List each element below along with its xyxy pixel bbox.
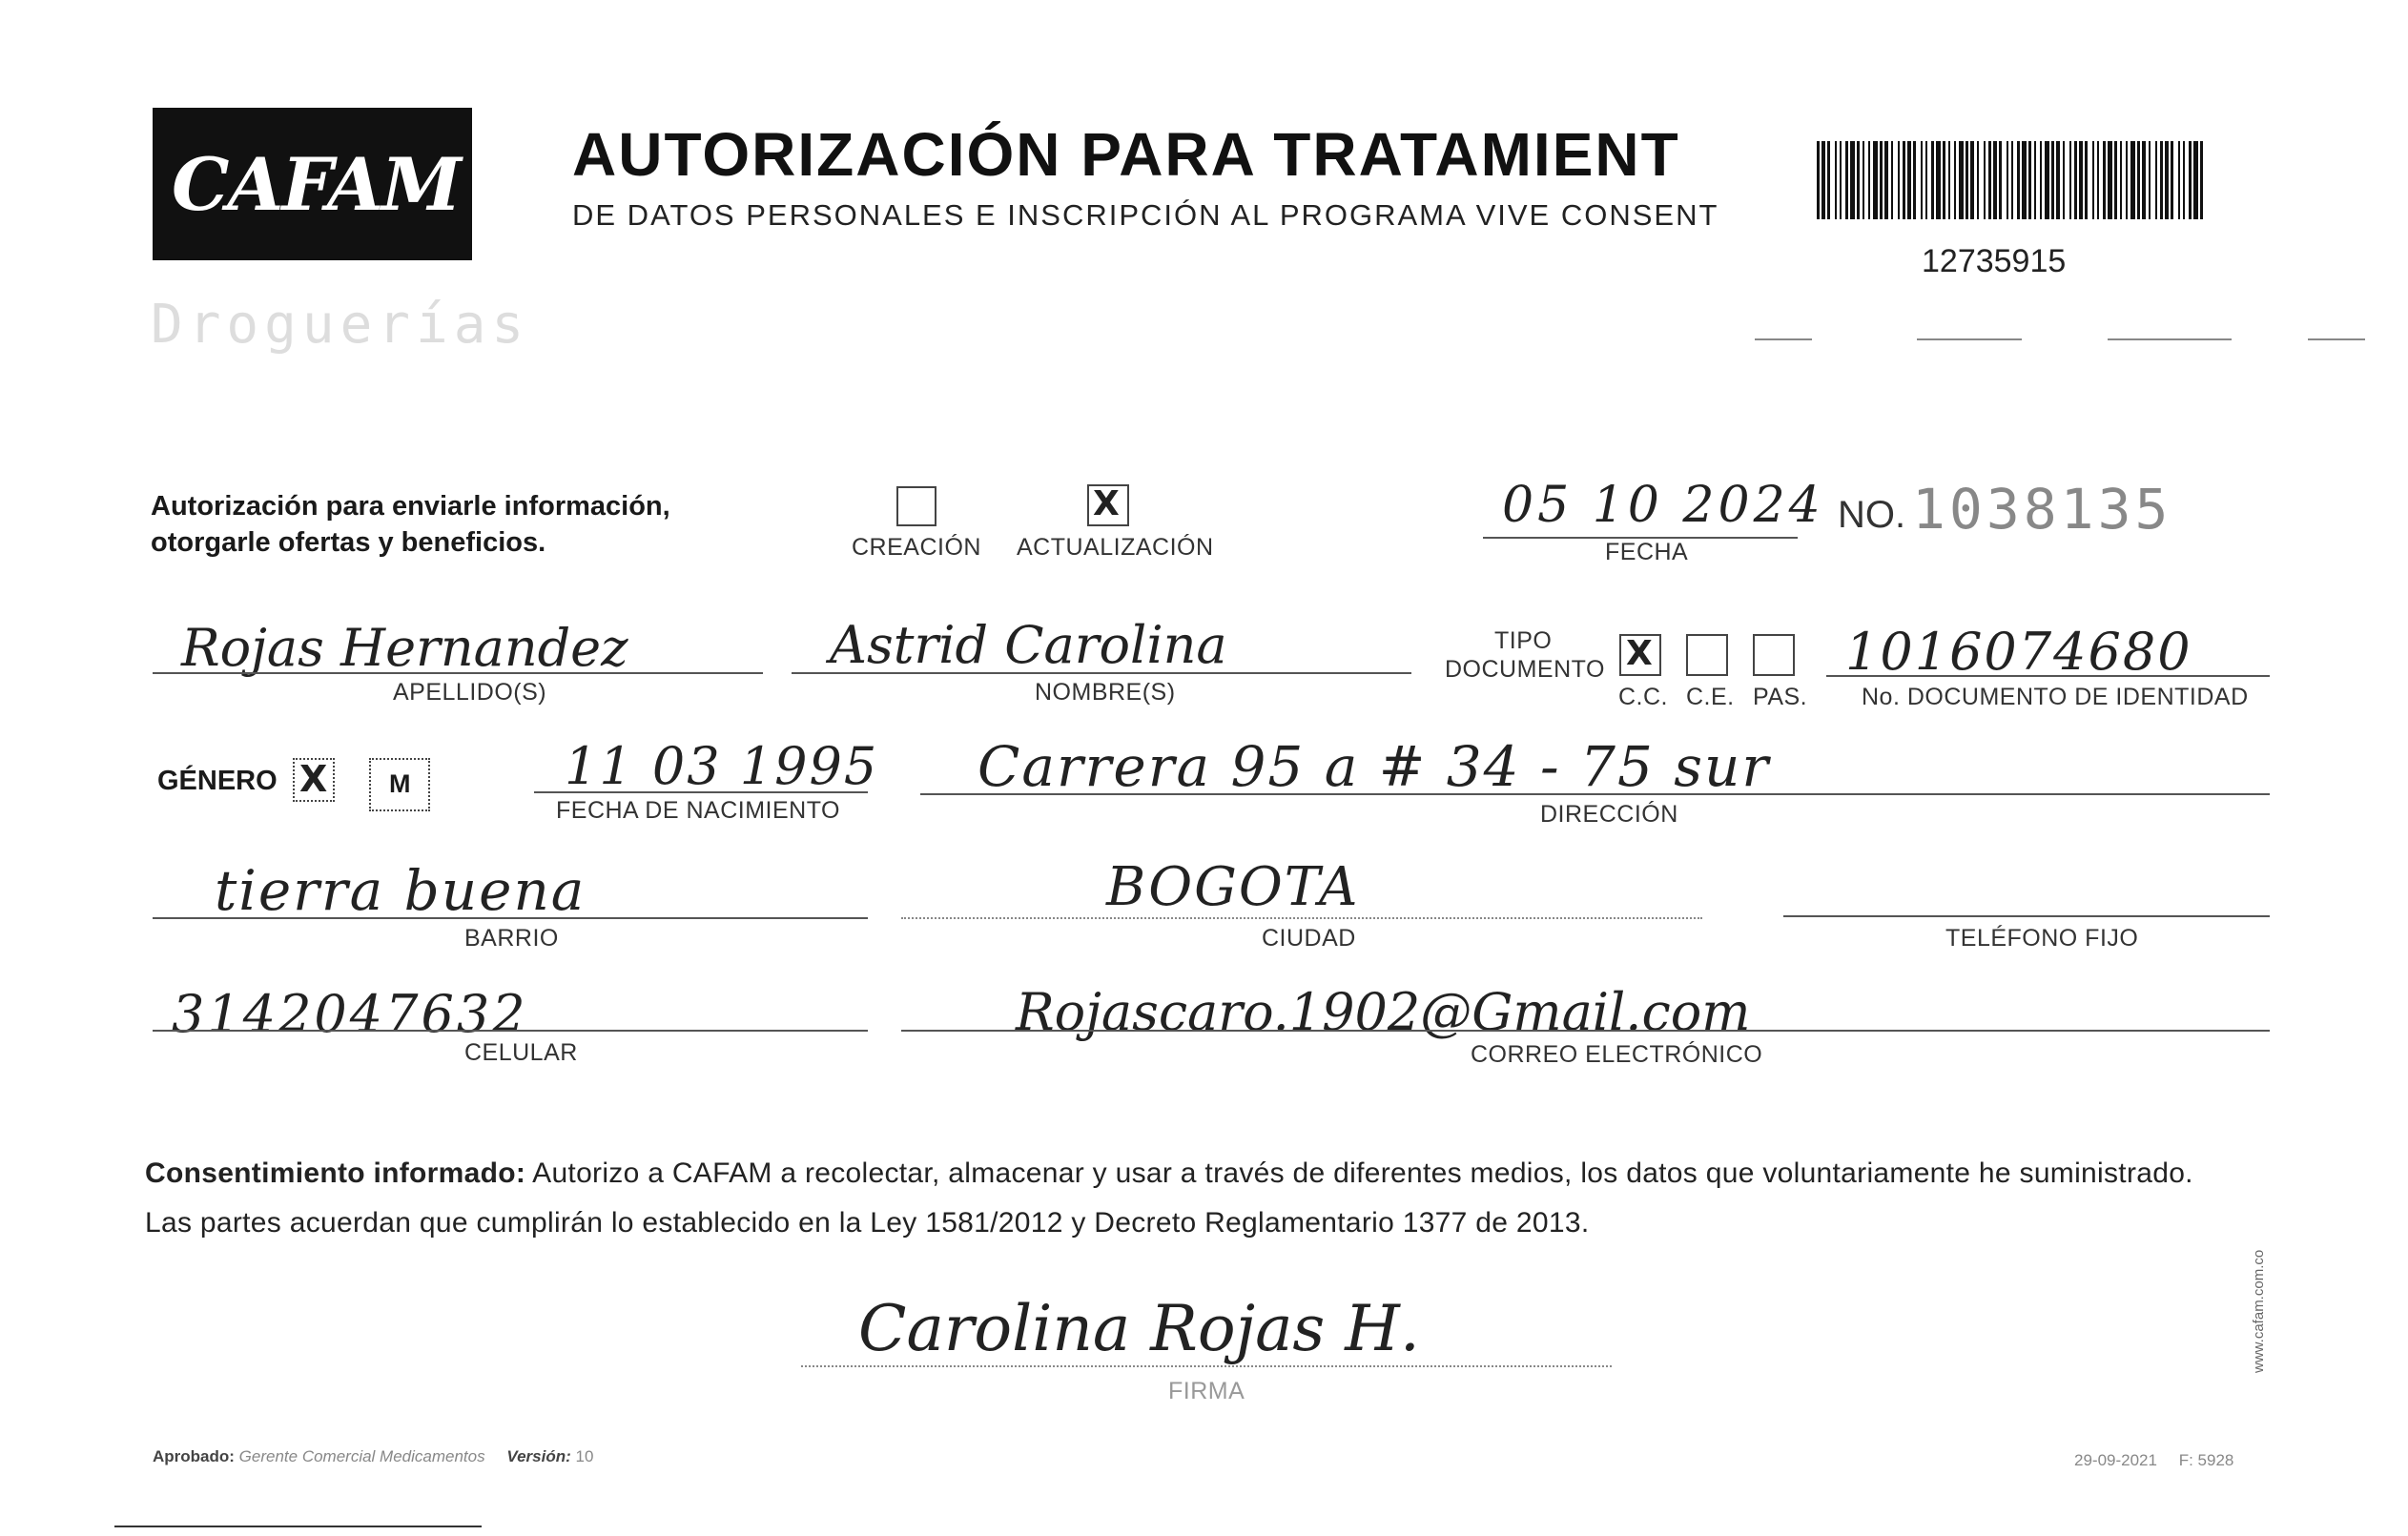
nacimiento-label: FECHA DE NACIMIENTO bbox=[556, 797, 840, 824]
side-vertical-text: www.cafam.com.co bbox=[2251, 1249, 2267, 1373]
barcode-bar bbox=[1993, 141, 1997, 219]
barcode-bar bbox=[1903, 141, 1905, 219]
barcode-bar bbox=[2022, 141, 2027, 219]
barcode-bar bbox=[1931, 141, 1934, 219]
no-label: NO. bbox=[1838, 494, 1906, 536]
footer-rule bbox=[114, 1526, 482, 1527]
barcode-bar bbox=[2108, 141, 2112, 219]
pas-checkbox[interactable] bbox=[1753, 634, 1795, 676]
telefono-underline bbox=[1783, 915, 2270, 917]
barcode-bar bbox=[2183, 141, 2185, 219]
creacion-checkbox[interactable] bbox=[896, 486, 936, 526]
barcode-bar bbox=[2126, 141, 2128, 219]
nombres-label: NOMBRE(S) bbox=[1035, 679, 1176, 706]
documento-value: 1016074680 bbox=[1845, 622, 2192, 682]
barcode-bar bbox=[2193, 141, 2198, 219]
barcode-bar bbox=[1936, 141, 1941, 219]
barcode-bar bbox=[2034, 141, 2036, 219]
barcode-bar bbox=[1977, 141, 1979, 219]
barcode-bar bbox=[1954, 141, 1956, 219]
barcode-bar bbox=[2011, 141, 2013, 219]
cafam-logo bbox=[153, 108, 472, 260]
m-checkbox[interactable] bbox=[369, 758, 430, 811]
pas-label: PAS. bbox=[1753, 684, 1808, 710]
consent-line1 bbox=[145, 1149, 2281, 1198]
barcode-bar bbox=[1835, 141, 1837, 219]
barcode-bar bbox=[2114, 141, 2117, 219]
no-value: 1038135 bbox=[1912, 477, 2172, 542]
correo-label: CORREO ELECTRÓNICO bbox=[1471, 1041, 1763, 1068]
apellidos-underline bbox=[153, 672, 763, 674]
creacion-label: CREACIÓN bbox=[852, 534, 981, 561]
signature-underline bbox=[801, 1365, 1612, 1367]
header-rule bbox=[2308, 338, 2365, 340]
tipo-label: TIPO bbox=[1494, 627, 1553, 654]
actualizacion-label: ACTUALIZACIÓN bbox=[1017, 534, 1214, 561]
barcode-bar bbox=[1948, 141, 1950, 219]
barcode-bar bbox=[1999, 141, 2002, 219]
barcode-bar bbox=[2171, 141, 2173, 219]
logo-subtext: Droguerías bbox=[151, 294, 530, 356]
barcode-bar bbox=[1821, 141, 1825, 219]
version-value: 10 bbox=[575, 1447, 594, 1465]
barcode-bar bbox=[2103, 141, 2106, 219]
apellidos-value: Rojas Hernandez bbox=[181, 618, 628, 678]
consent-line2: Las partes acuerdan que cumplirán lo establecido en la Ley 1581/2012 y Decreto Reglamentario 1377 de 2013. bbox=[145, 1207, 1590, 1239]
barcode-bar bbox=[2028, 141, 2031, 219]
barcode-bar bbox=[2149, 141, 2151, 219]
consent-title: Consentimiento informado: bbox=[145, 1157, 526, 1189]
documento-underline bbox=[1826, 675, 2270, 677]
nacimiento-underline bbox=[534, 791, 868, 793]
ce-label: C.E. bbox=[1686, 684, 1735, 710]
direccion-label: DIRECCIÓN bbox=[1540, 801, 1678, 828]
barrio-value: tierra buena bbox=[215, 858, 587, 923]
barcode-bar bbox=[2155, 141, 2157, 219]
barcode-bar bbox=[2120, 141, 2122, 219]
barcode-bar bbox=[1966, 141, 1968, 219]
m-label: M bbox=[389, 769, 411, 798]
auth-text-line2: otorgarle ofertas y beneficios. bbox=[151, 527, 546, 558]
barcode-bar bbox=[1880, 141, 1883, 219]
ciudad-label: CIUDAD bbox=[1262, 925, 1356, 952]
barcode-bar bbox=[1959, 141, 1964, 219]
barcode-bar bbox=[2085, 141, 2088, 219]
barcode-bar bbox=[1925, 141, 1927, 219]
correo-underline bbox=[901, 1030, 2270, 1032]
logo-text: CAFAM bbox=[172, 142, 461, 227]
barcode-bar bbox=[2178, 141, 2180, 219]
barcode-bar bbox=[2189, 141, 2192, 219]
barcode-bar bbox=[2097, 141, 2099, 219]
nacimiento-value: 11 03 1995 bbox=[565, 736, 879, 796]
header-rule bbox=[1755, 338, 1812, 340]
checkmark-x-icon: X bbox=[1626, 634, 1653, 673]
barcode-bar bbox=[1984, 141, 1986, 219]
barrio-label: BARRIO bbox=[464, 925, 559, 952]
barcode bbox=[1817, 141, 2208, 219]
direccion-value: Carrera 95 a # 34 - 75 sur bbox=[978, 734, 1771, 799]
barcode-bar bbox=[1840, 141, 1842, 219]
cc-label: C.C. bbox=[1618, 684, 1668, 710]
barcode-bar bbox=[2045, 141, 2049, 219]
barcode-bar bbox=[1873, 141, 1878, 219]
barcode-bar bbox=[2200, 141, 2203, 219]
footer-date-code bbox=[2074, 1451, 2233, 1470]
checkmark-x-icon: X bbox=[299, 758, 328, 800]
genero-label: GÉNERO bbox=[157, 766, 278, 796]
barcode-bar bbox=[2063, 141, 2065, 219]
header-rule bbox=[2108, 338, 2232, 340]
barcode-bar bbox=[1988, 141, 1991, 219]
barcode-bar bbox=[2079, 141, 2083, 219]
fecha-value: 05 10 2024 bbox=[1502, 477, 1824, 534]
barcode-bar bbox=[2130, 141, 2135, 219]
barcode-bar bbox=[2165, 141, 2169, 219]
barcode-bar bbox=[1857, 141, 1860, 219]
celular-value: 3142047632 bbox=[172, 984, 528, 1044]
direccion-underline bbox=[920, 793, 2270, 795]
barcode-bar bbox=[1970, 141, 1974, 219]
version-label: Versión: bbox=[506, 1447, 571, 1465]
fecha-label: FECHA bbox=[1605, 539, 1689, 565]
barcode-bar bbox=[2007, 141, 2008, 219]
barcode-bar bbox=[2040, 141, 2042, 219]
barcode-bar bbox=[1943, 141, 1945, 219]
barcode-bar bbox=[1817, 141, 1820, 219]
barcode-bar bbox=[2056, 141, 2060, 219]
barcode-bar bbox=[1907, 141, 1911, 219]
aprobado-label: Aprobado: bbox=[153, 1447, 235, 1465]
barcode-bar bbox=[1850, 141, 1855, 219]
barcode-bar bbox=[2074, 141, 2077, 219]
signature-label: FIRMA bbox=[1168, 1378, 1245, 1404]
ciudad-value: BOGOTA bbox=[1106, 856, 1360, 918]
barcode-number: 12735915 bbox=[1922, 243, 2067, 279]
barcode-bar bbox=[1863, 141, 1864, 219]
auth-text-line1: Autorización para enviarle información, bbox=[151, 491, 670, 522]
form-code: F: 5928 bbox=[2178, 1451, 2234, 1469]
barcode-bar bbox=[1868, 141, 1870, 219]
nombres-underline bbox=[792, 672, 1411, 674]
actualizacion-checkbox[interactable] bbox=[1087, 484, 1129, 526]
ciudad-underline bbox=[901, 917, 1702, 919]
barcode-bar bbox=[2017, 141, 2020, 219]
barcode-bar bbox=[2051, 141, 2054, 219]
ce-checkbox[interactable] bbox=[1686, 634, 1728, 676]
aprobado-value: Gerente Comercial Medicamentos bbox=[238, 1447, 485, 1465]
signature: Carolina Rojas H. bbox=[858, 1292, 1420, 1365]
celular-label: CELULAR bbox=[464, 1039, 578, 1066]
date-code: 29-09-2021 bbox=[2074, 1451, 2157, 1469]
telefono-label: TELÉFONO FIJO bbox=[1945, 925, 2139, 952]
barcode-bar bbox=[2069, 141, 2071, 219]
checkmark-x-icon: X bbox=[1093, 484, 1120, 523]
cc-checkbox[interactable] bbox=[1619, 634, 1661, 676]
barcode-bar bbox=[1921, 141, 1923, 219]
apellidos-label: APELLIDO(S) bbox=[393, 679, 547, 706]
correo-value: Rojascaro.1902@Gmail.com bbox=[1016, 982, 1751, 1042]
documento-label: DOCUMENTO bbox=[1445, 656, 1605, 683]
barrio-underline bbox=[153, 917, 868, 919]
footer-approval bbox=[153, 1447, 593, 1466]
header-rule bbox=[1917, 338, 2022, 340]
celular-underline bbox=[153, 1030, 868, 1032]
form-subtitle: DE DATOS PERSONALES E INSCRIPCIÓN AL PROGRAMA VIVE CONSENT bbox=[572, 198, 1719, 232]
barcode-bar bbox=[1913, 141, 1916, 219]
documento-number-label: No. DOCUMENTO DE IDENTIDAD bbox=[1862, 684, 2249, 710]
barcode-bar bbox=[1898, 141, 1900, 219]
barcode-bar bbox=[2137, 141, 2140, 219]
consent-paragraph bbox=[145, 1149, 2281, 1248]
barcode-bar bbox=[2092, 141, 2094, 219]
f-checkbox[interactable] bbox=[293, 758, 335, 802]
consent-text1: Autorizo a CAFAM a recolectar, almacenar y usar a través de diferentes medios, los datos que voluntariamente he suministrado. bbox=[525, 1157, 2193, 1189]
nombres-value: Astrid Carolina bbox=[830, 615, 1227, 675]
form-title: AUTORIZACIÓN PARA TRATAMIENT bbox=[572, 120, 1680, 189]
barcode-bar bbox=[1845, 141, 1848, 219]
barcode-bar bbox=[1884, 141, 1888, 219]
barcode-bar bbox=[1827, 141, 1830, 219]
barcode-bar bbox=[1891, 141, 1893, 219]
barcode-bar bbox=[2160, 141, 2163, 219]
barcode-bar bbox=[2142, 141, 2146, 219]
